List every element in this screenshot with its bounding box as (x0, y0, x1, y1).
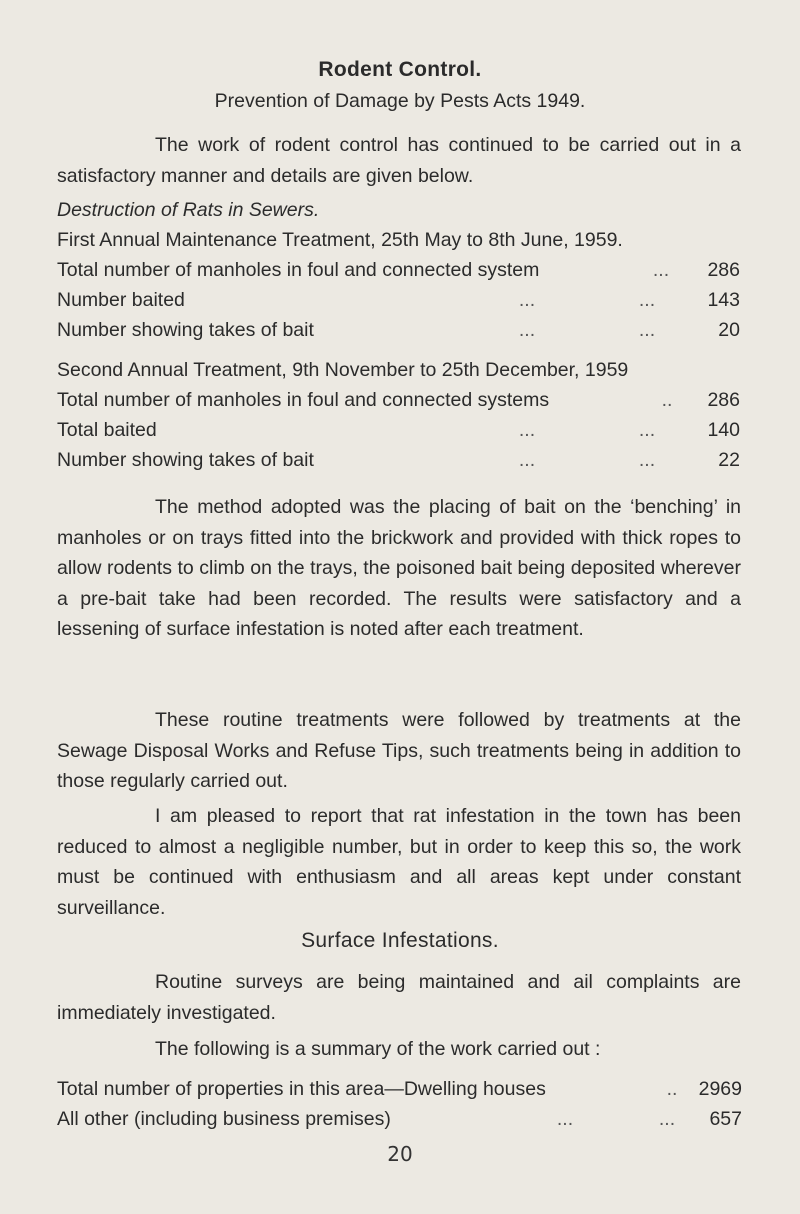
row-leader: ... (556, 1108, 574, 1130)
row-value: 286 (707, 259, 740, 281)
row-label: All other (including business premises) (57, 1108, 391, 1130)
row-leader: ... (518, 449, 536, 471)
row-leader: ... (638, 289, 656, 311)
row-leader: ... (638, 449, 656, 471)
row-leader: ... (518, 319, 536, 341)
row-value: 22 (718, 449, 740, 471)
table-row (57, 318, 740, 342)
row-label: Total number of manholes in foul and connected system (57, 259, 540, 281)
row-leader: ... (658, 1108, 676, 1130)
row-leader: ... (518, 289, 536, 311)
row-leader: ... (518, 419, 536, 441)
row-value: 20 (718, 319, 740, 341)
row-value: 140 (707, 419, 740, 441)
first-treatment-line: First Annual Maintenance Treatment, 25th May to 8th June, 1959. (57, 229, 623, 251)
row-value: 286 (707, 389, 740, 411)
row-value: 2969 (698, 1078, 742, 1100)
row-label: Total number of properties in this area—Dwelling houses (57, 1078, 546, 1100)
row-label: Number showing takes of bait (57, 319, 314, 341)
table-row (57, 448, 740, 472)
row-leader: ... (638, 319, 656, 341)
row-value: 657 (709, 1108, 742, 1130)
row-leader: .. (661, 389, 673, 411)
sewers-heading: Destruction of Rats in Sewers. (57, 199, 320, 221)
routine-paragraph: These routine treatments were followed by treatments at the Sewage Disposal Works and Refuse Tips, such treatments being in addition to those regularly carried out. (57, 709, 741, 792)
row-leader: ... (638, 419, 656, 441)
table-row (57, 418, 740, 442)
report-paragraph: I am pleased to report that rat infestation in the town has been reduced to almost a negligible number, but in order to keep this so, the work must be continued with enthusiasm and all areas kept under constant surveillance. (57, 805, 741, 919)
page-subtitle: Prevention of Damage by Pests Acts 1949. (214, 90, 586, 112)
table-row (57, 388, 740, 412)
row-label: Total number of manholes in foul and connected systems (57, 389, 550, 411)
row-leader: .. (666, 1078, 678, 1100)
second-treatment-line: Second Annual Treatment, 9th November to 25th December, 1959 (57, 359, 629, 381)
row-leader: ... (652, 259, 670, 281)
table-row (57, 288, 740, 312)
row-value: 143 (707, 289, 740, 311)
row-label: Total baited (57, 419, 157, 441)
row-label: Number showing takes of bait (57, 449, 314, 471)
page-number: 20 (387, 1142, 413, 1166)
summary-intro: The following is a summary of the work carried out : (155, 1038, 601, 1060)
table-row (57, 258, 740, 282)
table-row (57, 1077, 740, 1101)
intro-paragraph: The work of rodent control has continued to be carried out in a satisfactory manner and details are given below. (57, 134, 741, 187)
method-paragraph: The method adopted was the placing of bait on the ‘benching’ in manholes or on trays fitted into the brickwork and provided with thick ropes to allow rodents to climb on the trays, the poisoned bait being deposited wherever a pre-bait take had been recorded. The results were satisfactory and a lessening of surface infestation is noted after each treatment. (57, 496, 741, 640)
page-title: Rodent Control. (318, 58, 482, 81)
surveys-paragraph: Routine surveys are being maintained and ail complaints are immediately investigated. (57, 971, 741, 1024)
table-row (57, 1107, 740, 1131)
row-label: Number baited (57, 289, 185, 311)
surface-heading: Surface Infestations. (301, 929, 499, 952)
